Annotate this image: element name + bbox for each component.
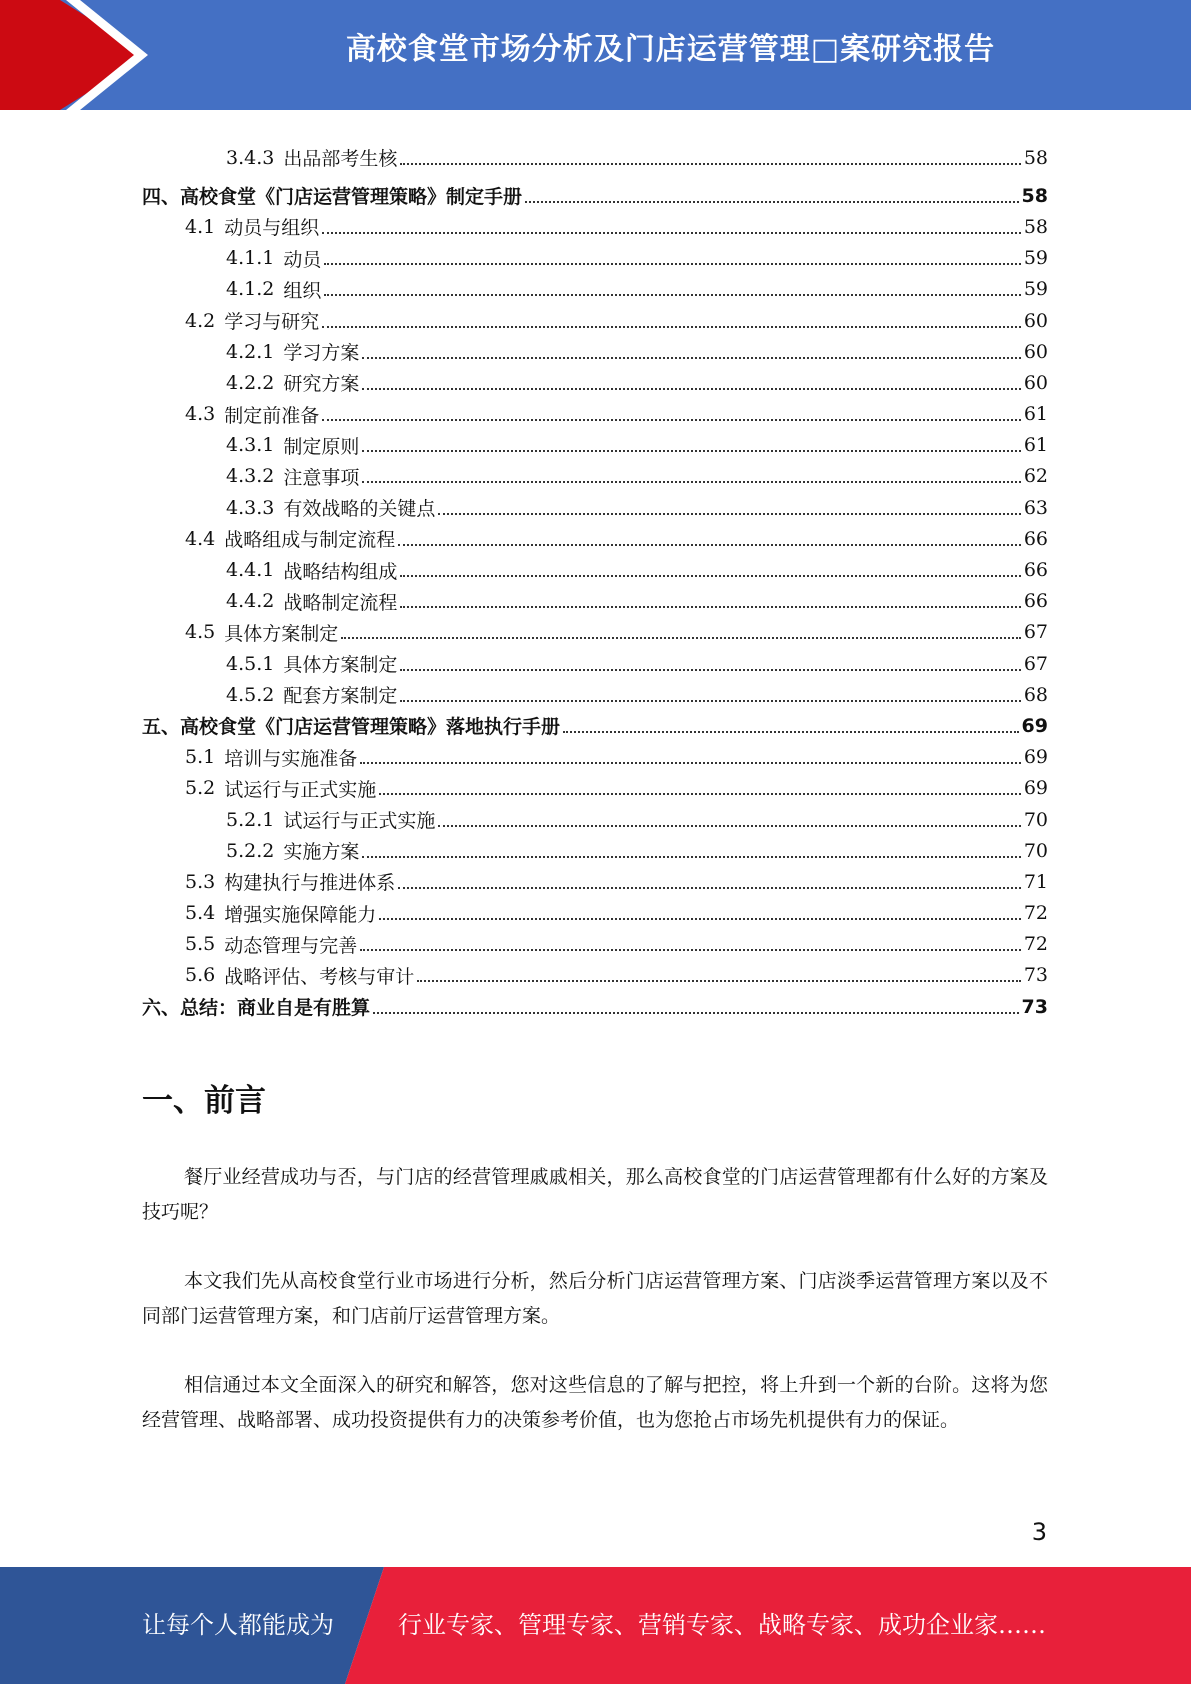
toc-leader-dots [322,326,1021,328]
toc-title: 增强实施保障能力 [224,903,377,926]
toc-entry[interactable] [142,866,1048,897]
toc-entry[interactable] [142,211,1048,242]
toc-page-number: 71 [1023,870,1048,893]
toc-number: 5.3 [185,870,216,893]
toc-entry[interactable] [142,554,1048,585]
section-heading: 一、前言 [142,1083,266,1119]
toc-number: 4.3 [185,403,216,426]
toc-number: 4.3.2 [226,465,275,488]
toc-entry[interactable] [142,648,1048,679]
toc-leader-dots [379,793,1021,795]
toc-page-number: 67 [1023,652,1048,675]
toc-leader-dots [379,918,1021,920]
toc-page-number: 58 [1023,215,1048,238]
toc-title: 具体方案制定 [283,654,398,677]
toc-leader-dots [324,294,1020,296]
toc-entry[interactable] [142,430,1048,461]
toc-number: 4.5.1 [226,652,275,675]
toc-leader-dots [525,201,1019,203]
toc-title: 总结：商业自是有胜算 [180,997,371,1020]
toc-entry[interactable] [142,274,1048,305]
toc-title: 培训与实施准备 [224,747,358,770]
toc-title: 研究方案 [283,373,360,396]
report-title: 高校食堂市场分析及门店运营管理□案研究报告 [345,32,996,67]
toc-number: 四、 [142,186,181,209]
toc-entry[interactable] [142,180,1048,211]
toc-number: 五、 [142,716,181,739]
toc-title: 试运行与正式实施 [224,778,377,801]
toc-title: 战略结构组成 [283,560,398,583]
toc-leader-dots [362,388,1020,390]
toc-page-number: 61 [1023,434,1048,457]
toc-title: 制定原则 [283,435,360,458]
toc-page-number: 69 [1021,714,1048,737]
toc-title: 学习方案 [283,342,360,365]
toc-number: 4.3.1 [226,434,275,457]
toc-leader-dots [400,163,1020,165]
toc-number: 4.1.2 [226,278,275,301]
toc-title: 动态管理与完善 [224,934,358,957]
toc-entry[interactable] [142,960,1048,991]
toc-leader-dots [362,450,1020,452]
toc-page-number: 67 [1023,621,1048,644]
toc-page-number: 72 [1023,902,1048,925]
toc-entry[interactable] [142,523,1048,554]
toc-page-number: 60 [1023,371,1048,394]
toc-number: 4.2 [185,309,216,332]
toc-leader-dots [362,856,1020,858]
toc-leader-dots [322,232,1021,234]
toc-title: 战略评估、考核与审计 [224,965,415,988]
toc-leader-dots [341,637,1021,639]
toc-entry[interactable] [142,991,1048,1022]
toc-entry[interactable] [142,742,1048,773]
toc-number: 4.4 [185,527,216,550]
toc-number: 4.1.1 [226,247,275,270]
toc-page-number: 66 [1023,590,1048,613]
toc-number: 六、 [142,997,181,1020]
toc-entry[interactable] [142,898,1048,929]
toc-entry[interactable] [142,835,1048,866]
toc-number: 5.2.2 [226,839,275,862]
toc-number: 4.5 [185,621,216,644]
toc-entry[interactable] [142,367,1048,398]
toc-entry[interactable] [142,243,1048,274]
toc-page-number: 62 [1023,465,1048,488]
toc-page-number: 60 [1023,340,1048,363]
toc-page-number: 60 [1023,309,1048,332]
toc-leader-dots [438,513,1020,515]
toc-entry[interactable] [142,804,1048,835]
toc-leader-dots [417,980,1021,982]
toc-entry[interactable] [142,461,1048,492]
toc-number: 5.6 [185,964,216,987]
toc-number: 5.1 [185,746,216,769]
toc-page-number: 73 [1023,964,1048,987]
toc-entry[interactable] [142,305,1048,336]
toc-page-number: 61 [1023,403,1048,426]
toc-leader-dots [360,762,1021,764]
toc-title: 学习与研究 [224,311,320,334]
toc-number: 5.4 [185,902,216,925]
toc-leader-dots [398,544,1021,546]
toc-title: 高校食堂《门店运营管理策略》制定手册 [180,186,523,209]
toc-leader-dots [400,575,1020,577]
toc-entry[interactable] [142,617,1048,648]
toc-number: 4.2.2 [226,371,275,394]
toc-leader-dots [563,731,1019,733]
toc-leader-dots [400,700,1020,702]
toc-page-number: 66 [1023,527,1048,550]
toc-entry[interactable] [142,679,1048,710]
toc-page-number: 59 [1023,278,1048,301]
toc-leader-dots [400,669,1020,671]
paragraph: 相信通过本文全面深入的研究和解答，您对这些信息的了解与把控，将上升到一个新的台阶。这将为您经营管理、战略部署、成功投资提供有力的决策参考价值，也为您抢占市场先机提供有力的保证。 [142,1374,1048,1431]
toc-number: 4.3.3 [226,496,275,519]
page-header [0,0,1191,110]
toc-number: 4.4.1 [226,559,275,582]
toc-number: 4.2.1 [226,340,275,363]
toc-number: 5.5 [185,933,216,956]
paragraph: 餐厅业经营成功与否，与门店的经营管理戚戚相关，那么高校食堂的门店运营管理都有什么好的方案及技巧呢？ [142,1166,1048,1223]
toc-entry[interactable] [142,773,1048,804]
toc-entry[interactable] [142,710,1048,741]
toc-entry[interactable] [142,142,1048,173]
footer-slogan-right: 行业专家、管理专家、营销专家、战略专家、成功企业家…… [398,1611,1046,1639]
toc-title: 战略制定流程 [283,591,398,614]
toc-page-number: 68 [1023,683,1048,706]
toc-entry[interactable] [142,492,1048,523]
toc-page-number: 59 [1023,247,1048,270]
toc-title: 注意事项 [283,466,360,489]
toc-title: 高校食堂《门店运营管理策略》落地执行手册 [180,716,561,739]
toc-page-number: 58 [1023,146,1048,169]
toc-title: 试运行与正式实施 [283,810,436,833]
toc-entry[interactable] [142,929,1048,960]
section-body [142,1160,1048,1472]
toc-leader-dots [360,949,1021,951]
paragraph: 本文我们先从高校食堂行业市场进行分析，然后分析门店运营管理方案、门店淡季运营管理方案以及不同部门运营管理方案，和门店前厅运营管理方案。 [142,1270,1048,1327]
toc-entry[interactable] [142,399,1048,430]
toc-title: 组织 [283,279,322,302]
toc-number: 4.1 [185,215,216,238]
table-of-contents [142,142,1048,1022]
footer-slogan-left: 让每个人都能成为 [142,1611,334,1639]
page-footer [0,1567,1191,1684]
toc-number: 5.2.1 [226,808,275,831]
toc-title: 配套方案制定 [283,685,398,708]
toc-leader-dots [362,357,1020,359]
toc-title: 有效战略的关键点 [283,498,436,521]
toc-entry[interactable] [142,336,1048,367]
toc-leader-dots [322,419,1021,421]
toc-leader-dots [324,263,1020,265]
toc-leader-dots [362,481,1020,483]
toc-entry[interactable] [142,586,1048,617]
toc-title: 出品部考生核 [283,148,398,171]
toc-number: 4.4.2 [226,590,275,613]
toc-page-number: 69 [1023,777,1048,800]
toc-page-number: 63 [1023,496,1048,519]
toc-page-number: 70 [1023,808,1048,831]
toc-page-number: 69 [1023,746,1048,769]
toc-page-number: 66 [1023,559,1048,582]
page-number: 3 [1031,1518,1047,1546]
toc-title: 动员 [283,248,322,271]
toc-page-number: 73 [1021,995,1048,1018]
toc-leader-dots [398,887,1021,889]
toc-title: 具体方案制定 [224,622,339,645]
toc-title: 实施方案 [283,841,360,864]
toc-page-number: 58 [1021,184,1048,207]
toc-title: 构建执行与推进体系 [224,872,396,895]
toc-title: 制定前准备 [224,404,320,427]
toc-leader-dots [400,606,1020,608]
toc-page-number: 70 [1023,839,1048,862]
toc-number: 3.4.3 [226,146,275,169]
toc-number: 5.2 [185,777,216,800]
toc-leader-dots [438,825,1020,827]
toc-title: 动员与组织 [224,217,320,240]
toc-leader-dots [373,1012,1019,1014]
toc-page-number: 72 [1023,933,1048,956]
toc-number: 4.5.2 [226,683,275,706]
toc-title: 战略组成与制定流程 [224,529,396,552]
